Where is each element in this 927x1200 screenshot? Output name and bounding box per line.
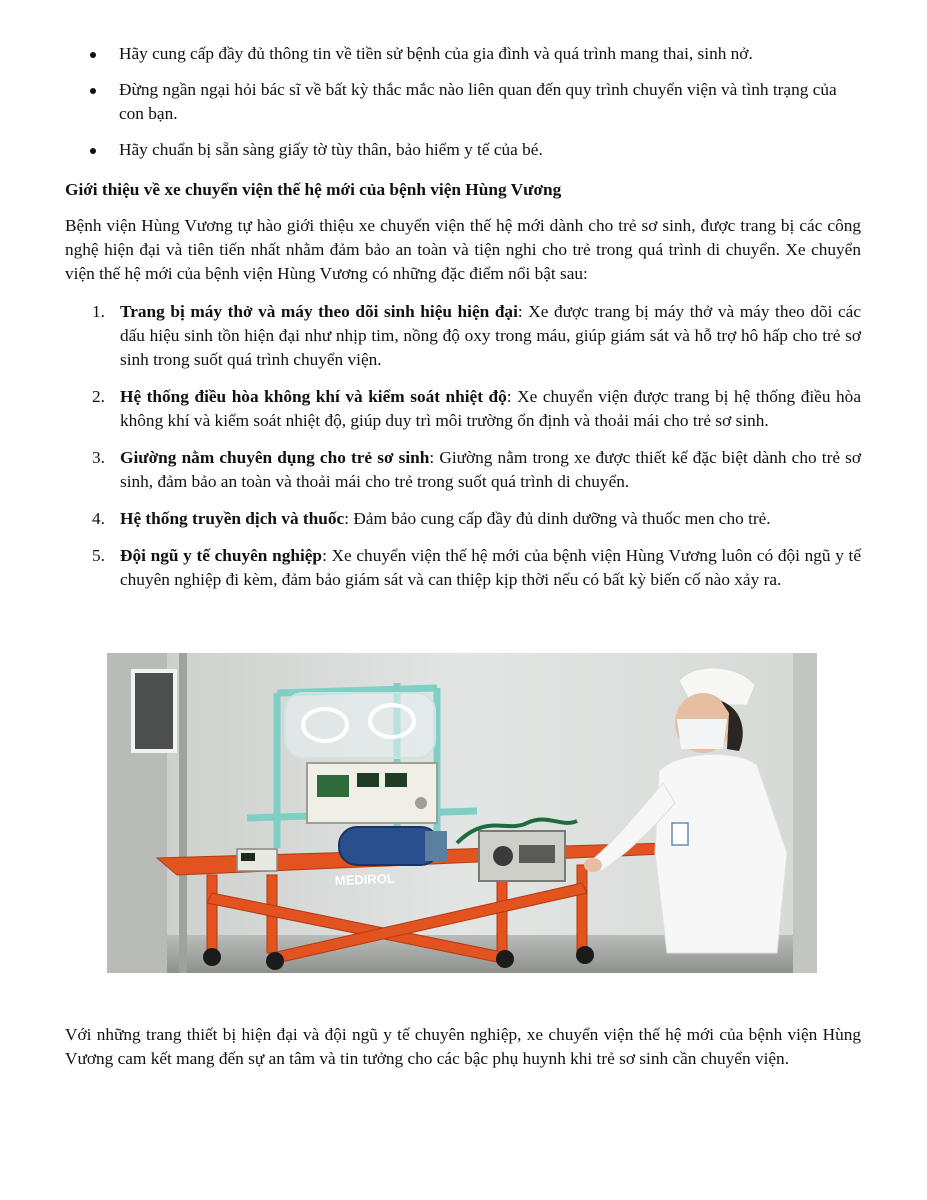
tips-list <box>0 42 927 174</box>
photo-illustration <box>107 653 817 973</box>
feature-text: : Xe chuyển viện thế hệ mới của bệnh viện Hùng Vương luôn có đội ngũ y tế chuyên nghiệp đi kèm, đảm bảo giám sát và can thiệp kịp thời nếu có bất kỳ biến cố nào xảy ra. <box>120 546 861 589</box>
door-window <box>133 671 175 751</box>
feature-number: 1. <box>92 302 105 321</box>
bullet-icon <box>90 88 96 94</box>
feature-text: : Đảm bảo cung cấp đầy đủ dinh dưỡng và thuốc men cho trẻ. <box>344 509 771 528</box>
list-item <box>0 42 927 66</box>
feature-number: 5. <box>92 546 105 565</box>
intro-paragraph: Bệnh viện Hùng Vương tự hào giới thiệu xe chuyển viện thế hệ mới dành cho trẻ sơ sinh, được trang bị các công nghệ hiện đại và tiên tiến nhất nhằm đảm bảo an toàn và tiện nghi cho trẻ trong quá trình di chuyển. Xe chuyển viện thế hệ mới của bệnh viện Hùng Vương có những đặc điểm nổi bật sau: <box>65 216 861 283</box>
feature-text: : Xe chuyển viện được trang bị hệ thống điều hòa không khí và kiểm soát nhiệt độ, giúp duy trì môi trường ổn định và thoải mái cho trẻ sơ sinh. <box>120 387 861 430</box>
features-list <box>0 300 927 605</box>
feature-title: Đội ngũ y tế chuyên nghiệp <box>120 546 323 565</box>
tip-text: Hãy cung cấp đầy đủ thông tin về tiền sử bệnh của gia đình và quá trình mang thai, sinh nở. <box>119 44 753 63</box>
feature-title: Giường nằm chuyên dụng cho trẻ sơ sinh <box>120 448 430 467</box>
feature-item <box>0 544 927 592</box>
feature-number: 4. <box>92 509 105 528</box>
feature-text: : Giường nằm trong xe được thiết kế đặc biệt dành cho trẻ sơ sinh, đảm bảo an toàn và thoải mái cho trẻ trong suốt quá trình di chuyển. <box>120 448 861 491</box>
feature-item <box>0 446 927 494</box>
feature-item <box>0 300 927 372</box>
feature-text: : Xe được trang bị máy thở và máy theo dõi các dấu hiệu sinh tồn hiện đại như nhịp tim, nồng độ oxy trong máu, giúp giám sát và hỗ trợ hô hấp cho trẻ sơ sinh trong suốt quá trình chuyển viện. <box>120 302 861 369</box>
bullet-icon <box>90 148 96 154</box>
stretcher-brand: MEDIROL <box>334 870 396 888</box>
list-item <box>0 78 927 126</box>
list-item <box>0 138 927 162</box>
oxygen-cylinder <box>339 827 439 865</box>
transport-incubator-photo <box>107 653 817 973</box>
tip-text: Hãy chuẩn bị sẵn sàng giấy tờ tùy thân, bảo hiểm y tế của bé. <box>119 140 543 159</box>
feature-number: 2. <box>92 387 105 406</box>
tip-text: Đừng ngần ngại hỏi bác sĩ về bất kỳ thắc mắc nào liên quan đến quy trình chuyển viện và tình trạng của con bạn. <box>119 80 837 123</box>
feature-title: Hệ thống truyền dịch và thuốc <box>120 509 345 528</box>
section-heading: Giới thiệu về xe chuyển viện thế hệ mới của bệnh viện Hùng Vương <box>65 180 562 199</box>
conclusion-paragraph: Với những trang thiết bị hiện đại và đội ngũ y tế chuyên nghiệp, xe chuyển viện thế hệ mới của bệnh viện Hùng Vương cam kết mang đến sự an tâm và tin tưởng cho các bậc phụ huynh khi trẻ sơ sinh cần chuyển viện. <box>65 1025 861 1068</box>
feature-title: Hệ thống điều hòa không khí và kiểm soát nhiệt độ <box>120 387 507 406</box>
bullet-icon <box>90 52 96 58</box>
feature-item <box>0 385 927 433</box>
feature-number: 3. <box>92 448 105 467</box>
feature-title: Trang bị máy thở và máy theo dõi sinh hiệu hiện đại <box>120 302 518 321</box>
feature-item <box>0 507 927 531</box>
wall-column <box>793 653 817 973</box>
